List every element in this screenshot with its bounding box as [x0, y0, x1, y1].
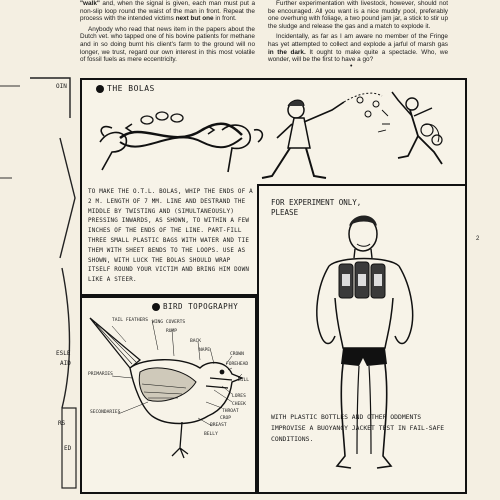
label-rump: RUMP	[166, 329, 178, 334]
bold-run: next but one	[175, 15, 214, 23]
buoyancy-figure-illustration	[259, 186, 465, 492]
bolas-title-text: THE BOLAS	[107, 84, 155, 93]
label-crop: CROP	[220, 416, 232, 421]
left-page-fragment	[0, 78, 78, 498]
text-run: in front.	[213, 15, 237, 23]
experiment-title: FOR EXPERIMENT ONLY, PLEASE	[271, 198, 362, 217]
label-nape: NAPE	[199, 348, 211, 353]
article-paragraph	[268, 33, 448, 63]
fragment-text: AID	[60, 360, 71, 367]
bolas-panel	[80, 78, 467, 185]
article-paragraph: Further experimentation with livestock, however, should not be encouraged. All you want is a nice muddy pool, preferably one overhung with foliage, a two pound jam jar, a stick to stir up the sludge and release the gas and a match to explode it.	[268, 0, 448, 30]
bird-topography-panel	[80, 296, 257, 494]
article-column-left	[80, 0, 255, 67]
bird-title-text: BIRD TOPOGRAPHY	[163, 302, 239, 311]
experiment-caption: WITH PLASTIC BOTTLES AND OTHER ODDMENTS IMPROVISE A BUOYANCY JACKET TEST IN FAIL-SAFE CONDITIONS.	[271, 413, 445, 443]
section-bullet: •	[350, 63, 353, 70]
label-back: BACK	[190, 339, 202, 344]
label-wing-coverts: WING COVERTS	[152, 320, 186, 325]
label-belly: BELLY	[204, 432, 218, 437]
text-run: Incidentally, as far as I am aware no member of the Fringe has yet attempted to collect and explode a jarful of marsh gas	[268, 33, 448, 48]
label-breast: BREAST	[210, 423, 227, 428]
text-run: and, when the signal is given, each man must put a non-slip loop round the waist of the man in front. Repeat the process with the intended victims	[80, 0, 255, 23]
fragment-drawing	[0, 78, 78, 498]
label-crown: CROWN	[230, 352, 244, 357]
instructions-text: TO MAKE THE O.T.L. BOLAS, WHIP THE ENDS OF A 2 M. LENGTH OF 7 MM. LINE AND DESTRAND THE MIDDLE BY TWISTING AND (SIMULTANEOUSLY) PRESSING INWARDS, AS SHOWN, TO WITHIN A FEW INCHES OF THE ENDS OF THE LINE. PART-FILL THREE SMALL PLASTIC BAGS WITH WATER AND TIE THEM WITH SHEET BENDS TO THE LOOPS. USE AS SHOWN, WITH LUCK THE BOLAS SHOULD WRAP ITSELF ROUND YOUR VICTIM AND BRING HIM DOWN LIKE A STEER.	[88, 189, 253, 284]
page-number: 2	[476, 236, 480, 242]
label-lores: LORES	[232, 394, 246, 399]
article-paragraph	[80, 0, 255, 23]
label-cheek: CHEEK	[232, 402, 246, 407]
label-throat: THROAT	[222, 409, 239, 414]
fragment-text: OIN	[56, 83, 67, 90]
label-primaries: PRIMARIES	[88, 372, 113, 377]
article-column-right	[268, 0, 448, 67]
bolas-illustration	[82, 80, 467, 185]
bold-run: in the dark.	[268, 48, 306, 56]
fragment-text: ED	[64, 445, 72, 452]
label-bill: BILL	[238, 378, 250, 383]
bold-lead: "walk"	[80, 0, 100, 7]
article-paragraph: Anybody who read that news item in the papers about the Dutch vet. who tapped one of his bovine patients for methane and in so doing burnt his client's farm to the ground will no longer, we trust, regard our own interest in this most volatile of fossil fuels as mere eccentricity.	[80, 25, 255, 64]
text-run: It ought to make quite a spectacle. Who, we wonder, will be the first to have a go?	[268, 48, 448, 64]
bird-illustration	[82, 298, 257, 494]
label-tail-feathers: TAIL FEATHERS	[112, 318, 148, 323]
fragment-text: RS	[58, 420, 66, 427]
label-secondaries: SECONDARIES	[90, 410, 121, 415]
experiment-panel	[257, 184, 467, 494]
fragment-text: ESLE	[56, 350, 71, 357]
label-forehead: FOREHEAD	[226, 362, 249, 367]
instructions-panel	[80, 184, 257, 296]
